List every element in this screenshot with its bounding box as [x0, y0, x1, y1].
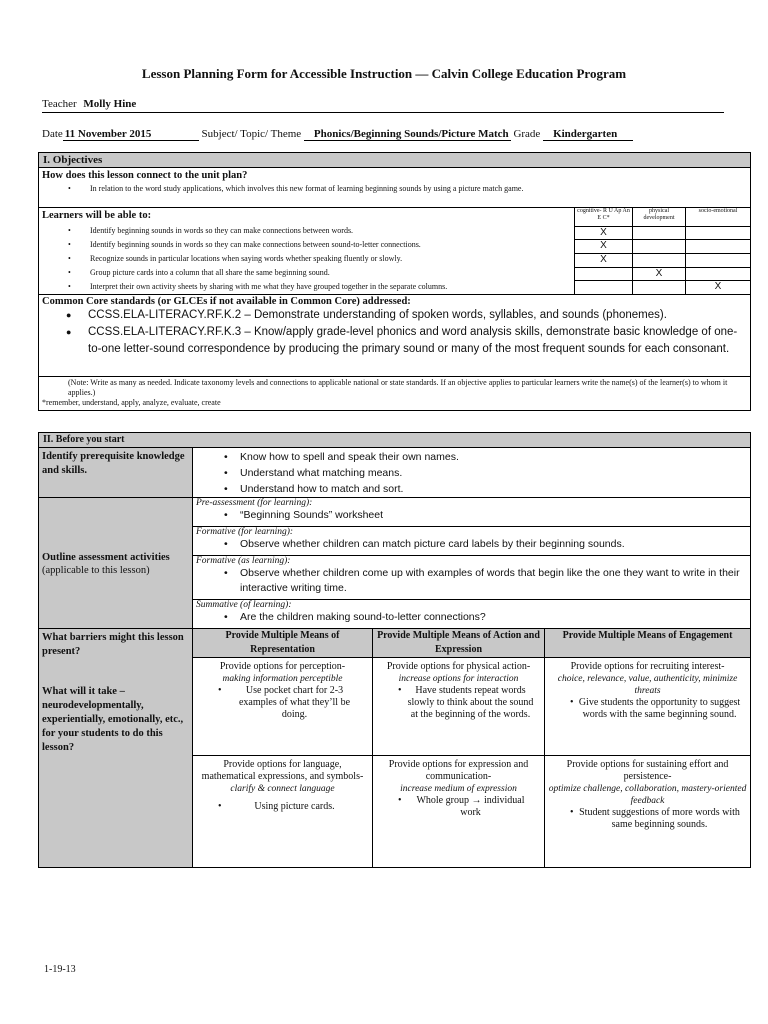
teacher-label: Teacher [42, 98, 77, 110]
language-intro: Provide options for language, mathematical expressions, and symbols- [201, 759, 364, 782]
recruiting-interest-intro: Provide options for recruiting interest- [570, 661, 725, 672]
footer-date: 1-19-13 [44, 964, 76, 975]
engagement-header: Provide Multiple Means of Engagement [545, 629, 751, 658]
common-core-item[interactable]: ● CCSS.ELA-LITERACY.RF.K.3 – Know/apply grade-level phonics and word analysis skills, demonstrate basic knowledge of one-to-one letter-sound correspondence by producing the primary sound or many of the most frequent sounds for each consonant. [42, 324, 747, 358]
formative-for-label: Formative (for learning): [196, 527, 294, 537]
mark-cognitive[interactable] [575, 267, 633, 281]
formative-for-item[interactable]: • Observe whether children can match picture card labels by their beginning sounds. [196, 537, 747, 551]
prereq-label: Identify prerequisite knowledge and skills. [42, 451, 185, 476]
prereq-item[interactable]: • Understand what matching means. [196, 465, 747, 481]
what-it-takes-question: What will it take – neurodevelopmentally, experientially, emotionally, etc., for your students to do this lesson? [42, 686, 184, 753]
formative-for-cell [193, 527, 751, 556]
perception-italic: making information perceptible [222, 674, 343, 684]
mark-cognitive[interactable]: X [575, 240, 633, 254]
sustaining-effort-italic: optimize challenge, collaboration, mastery-oriented feedback [548, 784, 747, 806]
objective-item[interactable]: • Interpret their own activity sheets by sharing with me what they have grouped together in the separate columns. [42, 280, 571, 294]
assessment-label: Outline assessment activities [42, 551, 170, 563]
recruiting-interest-italic: choice, relevance, value, authenticity, minimize threats [557, 674, 738, 696]
formative-as-item[interactable]: • Observe whether children come up with examples of words that begin like the one they want to write in their interactive writing time. [196, 566, 747, 596]
objective-item[interactable]: • Recognize sounds in particular locations when saying words whether speaking fluently or slowly. [42, 252, 571, 266]
date-label: Date [42, 128, 63, 140]
physical-action-intro: Provide options for physical action- [386, 661, 531, 672]
mark-socio[interactable] [686, 240, 751, 254]
recruiting-interest-item[interactable]: • Give students the opportunity to suggest words with the same beginning sound. [548, 697, 747, 721]
before-you-start-table [38, 432, 751, 868]
objectives-heading: I. Objectives [39, 153, 751, 168]
mark-physical[interactable] [633, 254, 686, 268]
common-core-label: Common Core standards (or GLCEs if not available in Common Core) addressed: [42, 296, 411, 307]
learners-label: Learners will be able to: [42, 210, 152, 221]
assessment-sublabel: (applicable to this lesson) [42, 564, 150, 576]
mark-cognitive[interactable]: X [575, 254, 633, 268]
expression-italic: increase medium of expression [400, 784, 517, 794]
mark-socio[interactable]: X [686, 281, 751, 295]
barriers-question: What barriers might this lesson present? [42, 632, 184, 657]
summative-cell [193, 600, 751, 629]
perception-item[interactable]: • Use pocket chart for 2-3 examples of what they’ll be doing. [196, 685, 369, 721]
expression-item[interactable]: • Whole group → individual work [376, 795, 541, 819]
mark-socio[interactable] [686, 254, 751, 268]
subject-label: Subject/ Topic/ Theme [201, 128, 302, 140]
formative-as-label: Formative (as learning): [196, 556, 291, 566]
teacher-value[interactable]: Molly Hine [83, 98, 137, 110]
unit-plan-answer[interactable]: • In relation to the word study applications, which involves this new format of learning beginning sounds by using a picture match game. [42, 183, 747, 195]
recruiting-interest-cell [545, 658, 751, 756]
sustaining-effort-item[interactable]: • Student suggestions of more words with same beginning sounds. [548, 807, 747, 831]
common-core-item[interactable]: ● CCSS.ELA-LITERACY.RF.K.2 – Demonstrate understanding of spoken words, syllables, and sounds (phonemes). [42, 307, 747, 324]
mark-physical[interactable] [633, 226, 686, 240]
physical-action-item[interactable]: • Have students repeat words slowly to think about the sound at the beginning of the words. [376, 685, 541, 721]
note-cell [39, 377, 751, 411]
taxonomy-footnote: *remember, understand, apply, analyze, evaluate, create [42, 398, 221, 407]
sustaining-effort-cell [545, 756, 751, 868]
prereq-item[interactable]: • Know how to spell and speak their own names. [196, 449, 747, 465]
date-value[interactable]: 11 November 2015 [63, 128, 199, 141]
mark-physical[interactable] [633, 240, 686, 254]
mark-physical[interactable]: X [633, 267, 686, 281]
learners-cell [39, 208, 575, 295]
pre-assessment-cell [193, 498, 751, 527]
pre-assessment-label: Pre-assessment (for learning): [196, 498, 313, 508]
grade-label: Grade [513, 128, 541, 140]
pre-assessment-item[interactable]: • “Beginning Sounds” worksheet [196, 508, 747, 522]
action-expression-header: Provide Multiple Means of Action and Expression [373, 629, 545, 658]
common-core-cell [39, 295, 751, 377]
objective-item[interactable]: • Identify beginning sounds in words so they can make connections between sound-to-letter connections. [42, 238, 571, 252]
objectives-note: (Note: Write as many as needed. Indicate taxonomy levels and connections to applicable national or state standards. If an objective applies to particular learners write the name(s) of the learner(s) to whom it applies.) [68, 378, 728, 397]
perception-intro: Provide options for perception- [219, 661, 346, 672]
summative-label: Summative (of learning): [196, 600, 292, 610]
prereq-item[interactable]: • Understand how to match and sort. [196, 481, 747, 497]
subject-value[interactable]: Phonics/Beginning Sounds/Picture Match [304, 128, 511, 141]
barriers-label-cell [39, 629, 193, 868]
expression-cell [373, 756, 545, 868]
col-cognitive-header: cognitive- R U Ap An E C* [575, 208, 633, 227]
prereq-items-cell [193, 448, 751, 498]
unit-plan-cell [39, 168, 751, 208]
perception-cell [193, 658, 373, 756]
formative-as-cell [193, 556, 751, 600]
language-item[interactable]: • Using picture cards. [196, 801, 369, 813]
mark-physical[interactable] [633, 281, 686, 295]
mark-cognitive[interactable]: X [575, 226, 633, 240]
col-physical-header: physical development [633, 208, 686, 227]
objectives-table [38, 152, 751, 411]
prereq-label-cell [39, 448, 193, 498]
objective-item[interactable]: • Identify beginning sounds in words so they can make connections between words. [42, 224, 571, 238]
grade-value[interactable]: Kindergarten [543, 128, 633, 141]
form-title: Lesson Planning Form for Accessible Instruction — Calvin College Education Program [141, 66, 627, 81]
mark-socio[interactable] [686, 267, 751, 281]
sustaining-effort-intro: Provide options for sustaining effort and persistence- [566, 759, 729, 782]
objective-item[interactable]: • Group picture cards into a column that all share the same beginning sound. [42, 266, 571, 280]
language-italic: clarify & connect language [230, 784, 335, 794]
before-heading: II. Before you start [39, 433, 751, 448]
physical-action-italic: increase options for interaction [398, 674, 519, 684]
col-socio-header: socio-emotional [686, 208, 751, 227]
date-row [42, 128, 724, 141]
unit-plan-question: How does this lesson connect to the unit plan? [42, 170, 248, 181]
mark-socio[interactable] [686, 226, 751, 240]
assessment-label-cell [39, 498, 193, 629]
summative-item[interactable]: • Are the children making sound-to-letter connections? [196, 610, 747, 624]
physical-action-cell [373, 658, 545, 756]
expression-intro: Provide options for expression and communication- [388, 759, 529, 782]
mark-cognitive[interactable] [575, 281, 633, 295]
language-cell [193, 756, 373, 868]
representation-header: Provide Multiple Means of Representation [193, 629, 373, 658]
teacher-row [42, 98, 724, 113]
